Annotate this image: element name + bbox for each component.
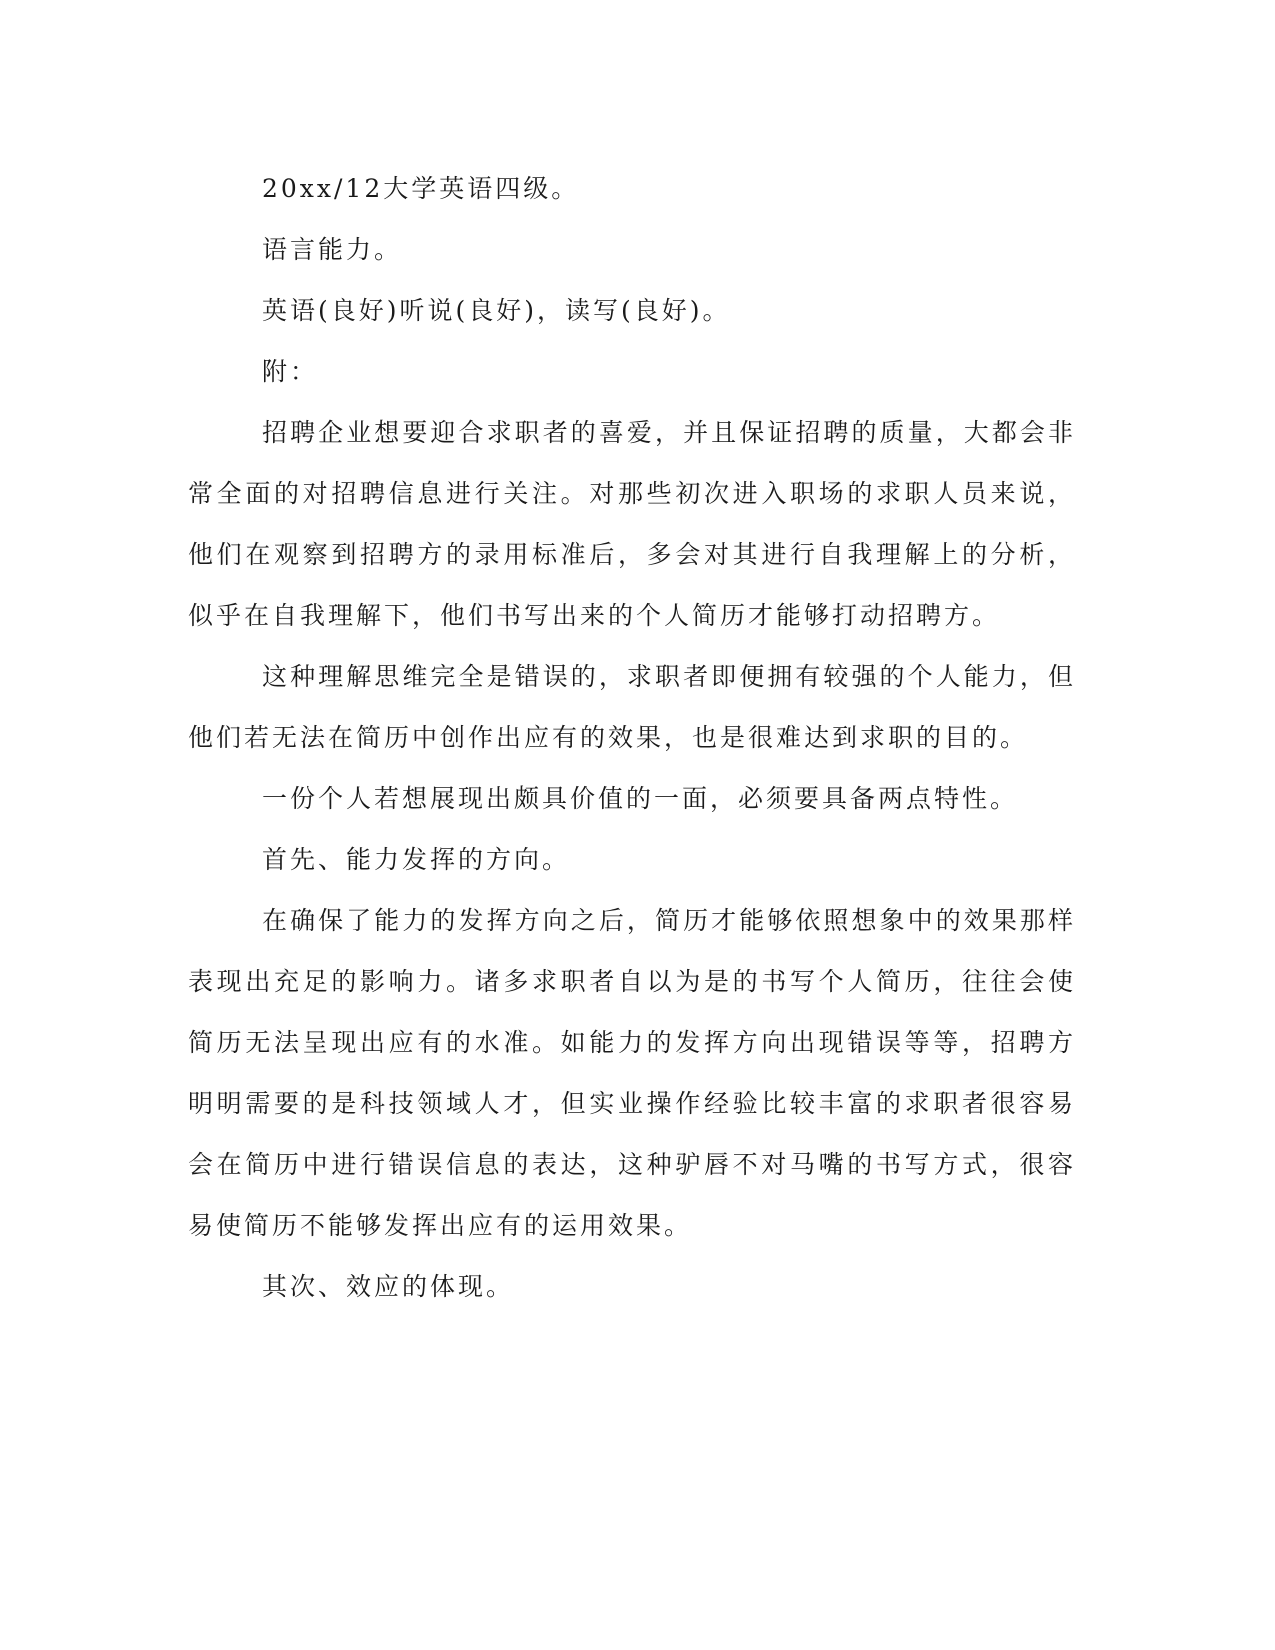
paragraph-appendix: 附： (262, 357, 319, 386)
paragraph-second-effect: 其次、效应的体现。 (262, 1272, 515, 1301)
paragraph-first-direction: 首先、能力发挥的方向。 (262, 845, 571, 874)
paragraph-language-ability: 语言能力。 (262, 235, 403, 264)
document-body (188, 158, 1076, 1317)
paragraph-wrong-thinking: 这种理解思维完全是错误的，求职者即便拥有较强的个人能力，但他们若无法在简历中创作出应有的效果，也是很难达到求职的目的。 (188, 662, 1076, 752)
paragraph-direction-detail: 在确保了能力的发挥方向之后，简历才能够依照想象中的效果那样表现出充足的影响力。诸多求职者自以为是的书写个人简历，往往会使简历无法呈现出应有的水准。如能力的发挥方向出现错误等等，招聘方明明需要的是科技领域人才，但实业操作经验比较丰富的求职者很容易会在简历中进行错误信息的表达，这种驴唇不对马嘴的书写方式，很容易使简历不能够发挥出应有的运用效果。 (188, 906, 1076, 1240)
paragraph-two-features: 一份个人若想展现出颇具价值的一面，必须要具备两点特性。 (262, 784, 1019, 813)
paragraph-english-level: 英语(良好)听说(良好)，读写(良好)。 (262, 296, 731, 325)
paragraph-cet4: 20xx/12大学英语四级。 (262, 174, 580, 203)
paragraph-recruiting: 招聘企业想要迎合求职者的喜爱，并且保证招聘的质量，大都会非常全面的对招聘信息进行关注。对那些初次进入职场的求职人员来说，他们在观察到招聘方的录用标准后，多会对其进行自我理解上的分析，似乎在自我理解下，他们书写出来的个人简历才能够打动招聘方。 (188, 418, 1076, 630)
